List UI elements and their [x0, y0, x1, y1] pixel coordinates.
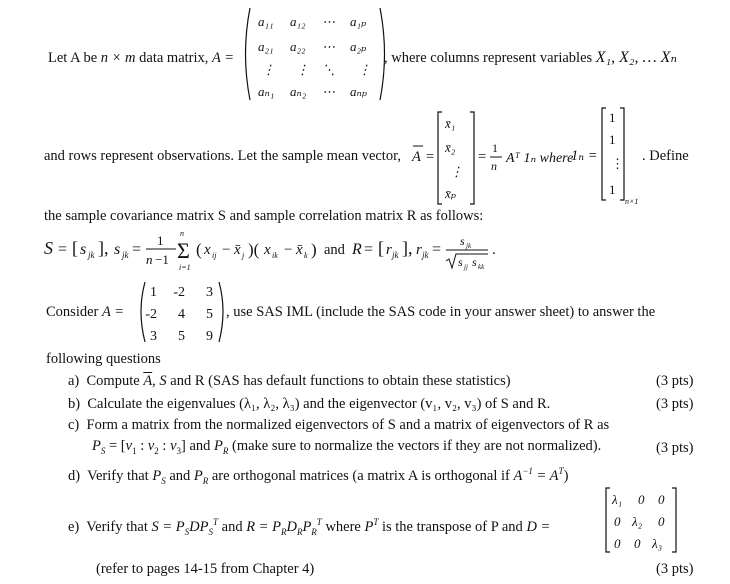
svg-text:x̄: x̄ [234, 242, 241, 258]
matrix-A-general [240, 4, 390, 104]
d-entry: λ₂ [632, 514, 643, 529]
svg-text:−: − [284, 242, 293, 258]
xbar-entry: x̄ₚ [445, 186, 456, 201]
a-entry: aₙₚ [350, 84, 367, 99]
a-entry: ⋮ [296, 62, 309, 77]
matrix-D [604, 486, 684, 554]
columns-line: , where columns represent variables X₁, X₂, … Xₙ [384, 49, 677, 66]
cov-cor-formula [44, 226, 524, 276]
svg-text:R: R [352, 241, 362, 258]
d-entry: 0 [638, 492, 645, 507]
svg-text:): ) [311, 240, 317, 259]
consider-tail: , use SAS IML (include the SAS code in your answer sheet) to answer the [226, 304, 656, 320]
svg-text:s: s [460, 234, 465, 248]
svg-text:j: j [242, 251, 245, 260]
svg-text:n: n [146, 252, 153, 267]
d-entry: 0 [614, 536, 621, 551]
ones-entry: ⋮ [611, 156, 624, 171]
consider-lead: Consider A = [46, 304, 124, 320]
a-value: -2 [145, 307, 157, 322]
a-value: 9 [206, 329, 213, 344]
svg-text:S: S [44, 238, 53, 258]
d-entry: 0 [634, 536, 641, 551]
svg-text:jk: jk [122, 250, 129, 260]
svg-text:r: r [386, 242, 392, 258]
svg-text:jk: jk [466, 242, 472, 250]
svg-text:−: − [222, 242, 231, 258]
d-entry: 0 [658, 514, 665, 529]
matrix-A-numeric [137, 278, 227, 346]
svg-text:=: = [58, 241, 68, 258]
mean-formula-tail: Aᵀ 1ₙ where [506, 151, 574, 166]
svg-text:s: s [472, 255, 477, 269]
a-entry: ⋯ [322, 39, 335, 54]
intro-line: Let A be n × m data matrix, A = [48, 50, 235, 66]
question-e: e) Verify that $S = P_SDP_S^T$ and $R = P_RD_RP_R^T$ where $P^T$ is the transpose of P and D = [68, 517, 551, 537]
a-value: -2 [173, 285, 185, 300]
svg-text:[: [ [378, 238, 384, 258]
svg-text:jj: jj [464, 263, 468, 271]
variables-list: X₁, X₂, … Xₙ [595, 49, 677, 66]
question-c-line1: c) Form a matrix from the normalized eigenvectors of S and a matrix of eigenvectors of R as [68, 417, 610, 433]
define-text: . Define [642, 148, 689, 164]
question-b: b) Calculate the eigenvalues (λ₁, λ₂, λ₃) and the eigenvector (v₁, v₂, v₃) of S and R. [68, 396, 551, 412]
a-value: 5 [178, 329, 185, 344]
following-questions: following questions [46, 351, 161, 367]
ones-entry: 1 [609, 182, 616, 197]
svg-text:jk: jk [88, 250, 95, 260]
svg-text:ik: ik [272, 251, 278, 260]
a-value: 3 [206, 285, 213, 300]
d-entry: λ₃ [652, 536, 663, 551]
svg-text:ij: ij [212, 251, 217, 260]
a-entry: ⋮ [262, 62, 275, 77]
a-value: 5 [206, 307, 213, 322]
svg-text:[: [ [72, 238, 78, 258]
svg-text:x: x [204, 242, 211, 258]
a-entry: a₂₁ [258, 39, 274, 54]
d-entry: 0 [614, 514, 621, 529]
fraction-numerator: 1 [492, 141, 498, 155]
points-b: (3 pts) [656, 396, 694, 412]
ones-vector [600, 106, 640, 206]
svg-text:i=1: i=1 [179, 263, 191, 272]
svg-text:.: . [492, 242, 496, 258]
a-entry: aₙ₂ [290, 84, 307, 99]
svg-text:(: ( [196, 240, 202, 259]
refer-note: (refer to pages 14-15 from Chapter 4) [96, 561, 315, 577]
svg-text:x̄: x̄ [296, 242, 303, 258]
svg-text:Σ: Σ [177, 238, 190, 263]
abar-symbol: A [412, 149, 421, 165]
a-entry: ⋯ [322, 84, 335, 99]
points-a: (3 pts) [656, 373, 694, 389]
xbar-entry: x̄₂ [445, 140, 456, 155]
svg-text:n: n [180, 229, 184, 238]
xbar-entry: x̄₁ [445, 116, 456, 131]
svg-text:],: ], [98, 238, 109, 258]
svg-text:1: 1 [157, 233, 164, 248]
a-entry: ⋮ [358, 62, 371, 77]
fraction-denominator: n [491, 159, 497, 173]
svg-text:kk: kk [478, 263, 485, 271]
a-entry: a₁₁ [258, 14, 274, 29]
svg-text:jk: jk [422, 250, 429, 260]
svg-text:],: ], [402, 238, 413, 258]
d-entry: 0 [658, 492, 665, 507]
svg-text:s: s [458, 255, 463, 269]
question-a: a) Compute $\overline{A}$, S and R (SAS has default functions to obtain these statistics) [68, 373, 511, 389]
points-c: (3 pts) [656, 440, 694, 456]
xbar-entry: ⋮ [450, 164, 463, 179]
question-d: d) Verify that $P_S$ and $P_R$ are orthogonal matrices (a matrix A is orthogonal if $A^{-1} = A^T$) [68, 466, 569, 486]
and-word: and [324, 242, 345, 258]
a-entry: ⋱ [322, 62, 335, 77]
svg-text:s: s [114, 241, 121, 258]
mean-lead: and rows represent observations. Let the sample mean vector, [44, 148, 401, 164]
svg-text:−1: −1 [155, 252, 169, 267]
a-entry: a₂ₚ [350, 39, 367, 54]
ones-subscript: n×1 [625, 197, 639, 206]
svg-text:=: = [432, 241, 442, 258]
ones-entry: 1 [609, 132, 616, 147]
question-c-line2: $P_S = [v_1$ : $v_2$ : $v_3$] and $P_R$ (make sure to normalize the vectors if they are not normalized). [92, 438, 602, 456]
equals-sign: = [478, 149, 487, 165]
ones-entry: 1 [609, 110, 616, 125]
svg-text:s: s [80, 241, 87, 258]
a-entry: aₙ₁ [258, 84, 275, 99]
equals-sign: = [426, 149, 435, 165]
d-entry: λ₁ [612, 492, 623, 507]
svg-text:x: x [264, 242, 271, 258]
a-entry: a₁ₚ [350, 14, 367, 29]
a-entry: ⋯ [322, 14, 335, 29]
a-entry: a₂₂ [290, 39, 306, 54]
a-value: 4 [178, 307, 185, 322]
points-e: (3 pts) [656, 561, 694, 577]
a-value: 1 [150, 285, 157, 300]
a-value: 3 [150, 329, 157, 344]
a-entry: a₁₂ [290, 14, 306, 29]
cov-sentence: the sample covariance matrix S and sample correlation matrix R as follows: [44, 208, 484, 224]
svg-text:)(: )( [248, 240, 260, 259]
svg-text:=: = [364, 241, 374, 258]
ones-label: 1ₙ = [571, 148, 598, 164]
svg-text:jk: jk [392, 250, 399, 260]
matrix-label: A = [212, 50, 235, 66]
svg-text:=: = [132, 241, 142, 258]
svg-text:r: r [416, 242, 422, 258]
dims-text: n × m [100, 50, 136, 66]
svg-text:k: k [304, 251, 308, 260]
